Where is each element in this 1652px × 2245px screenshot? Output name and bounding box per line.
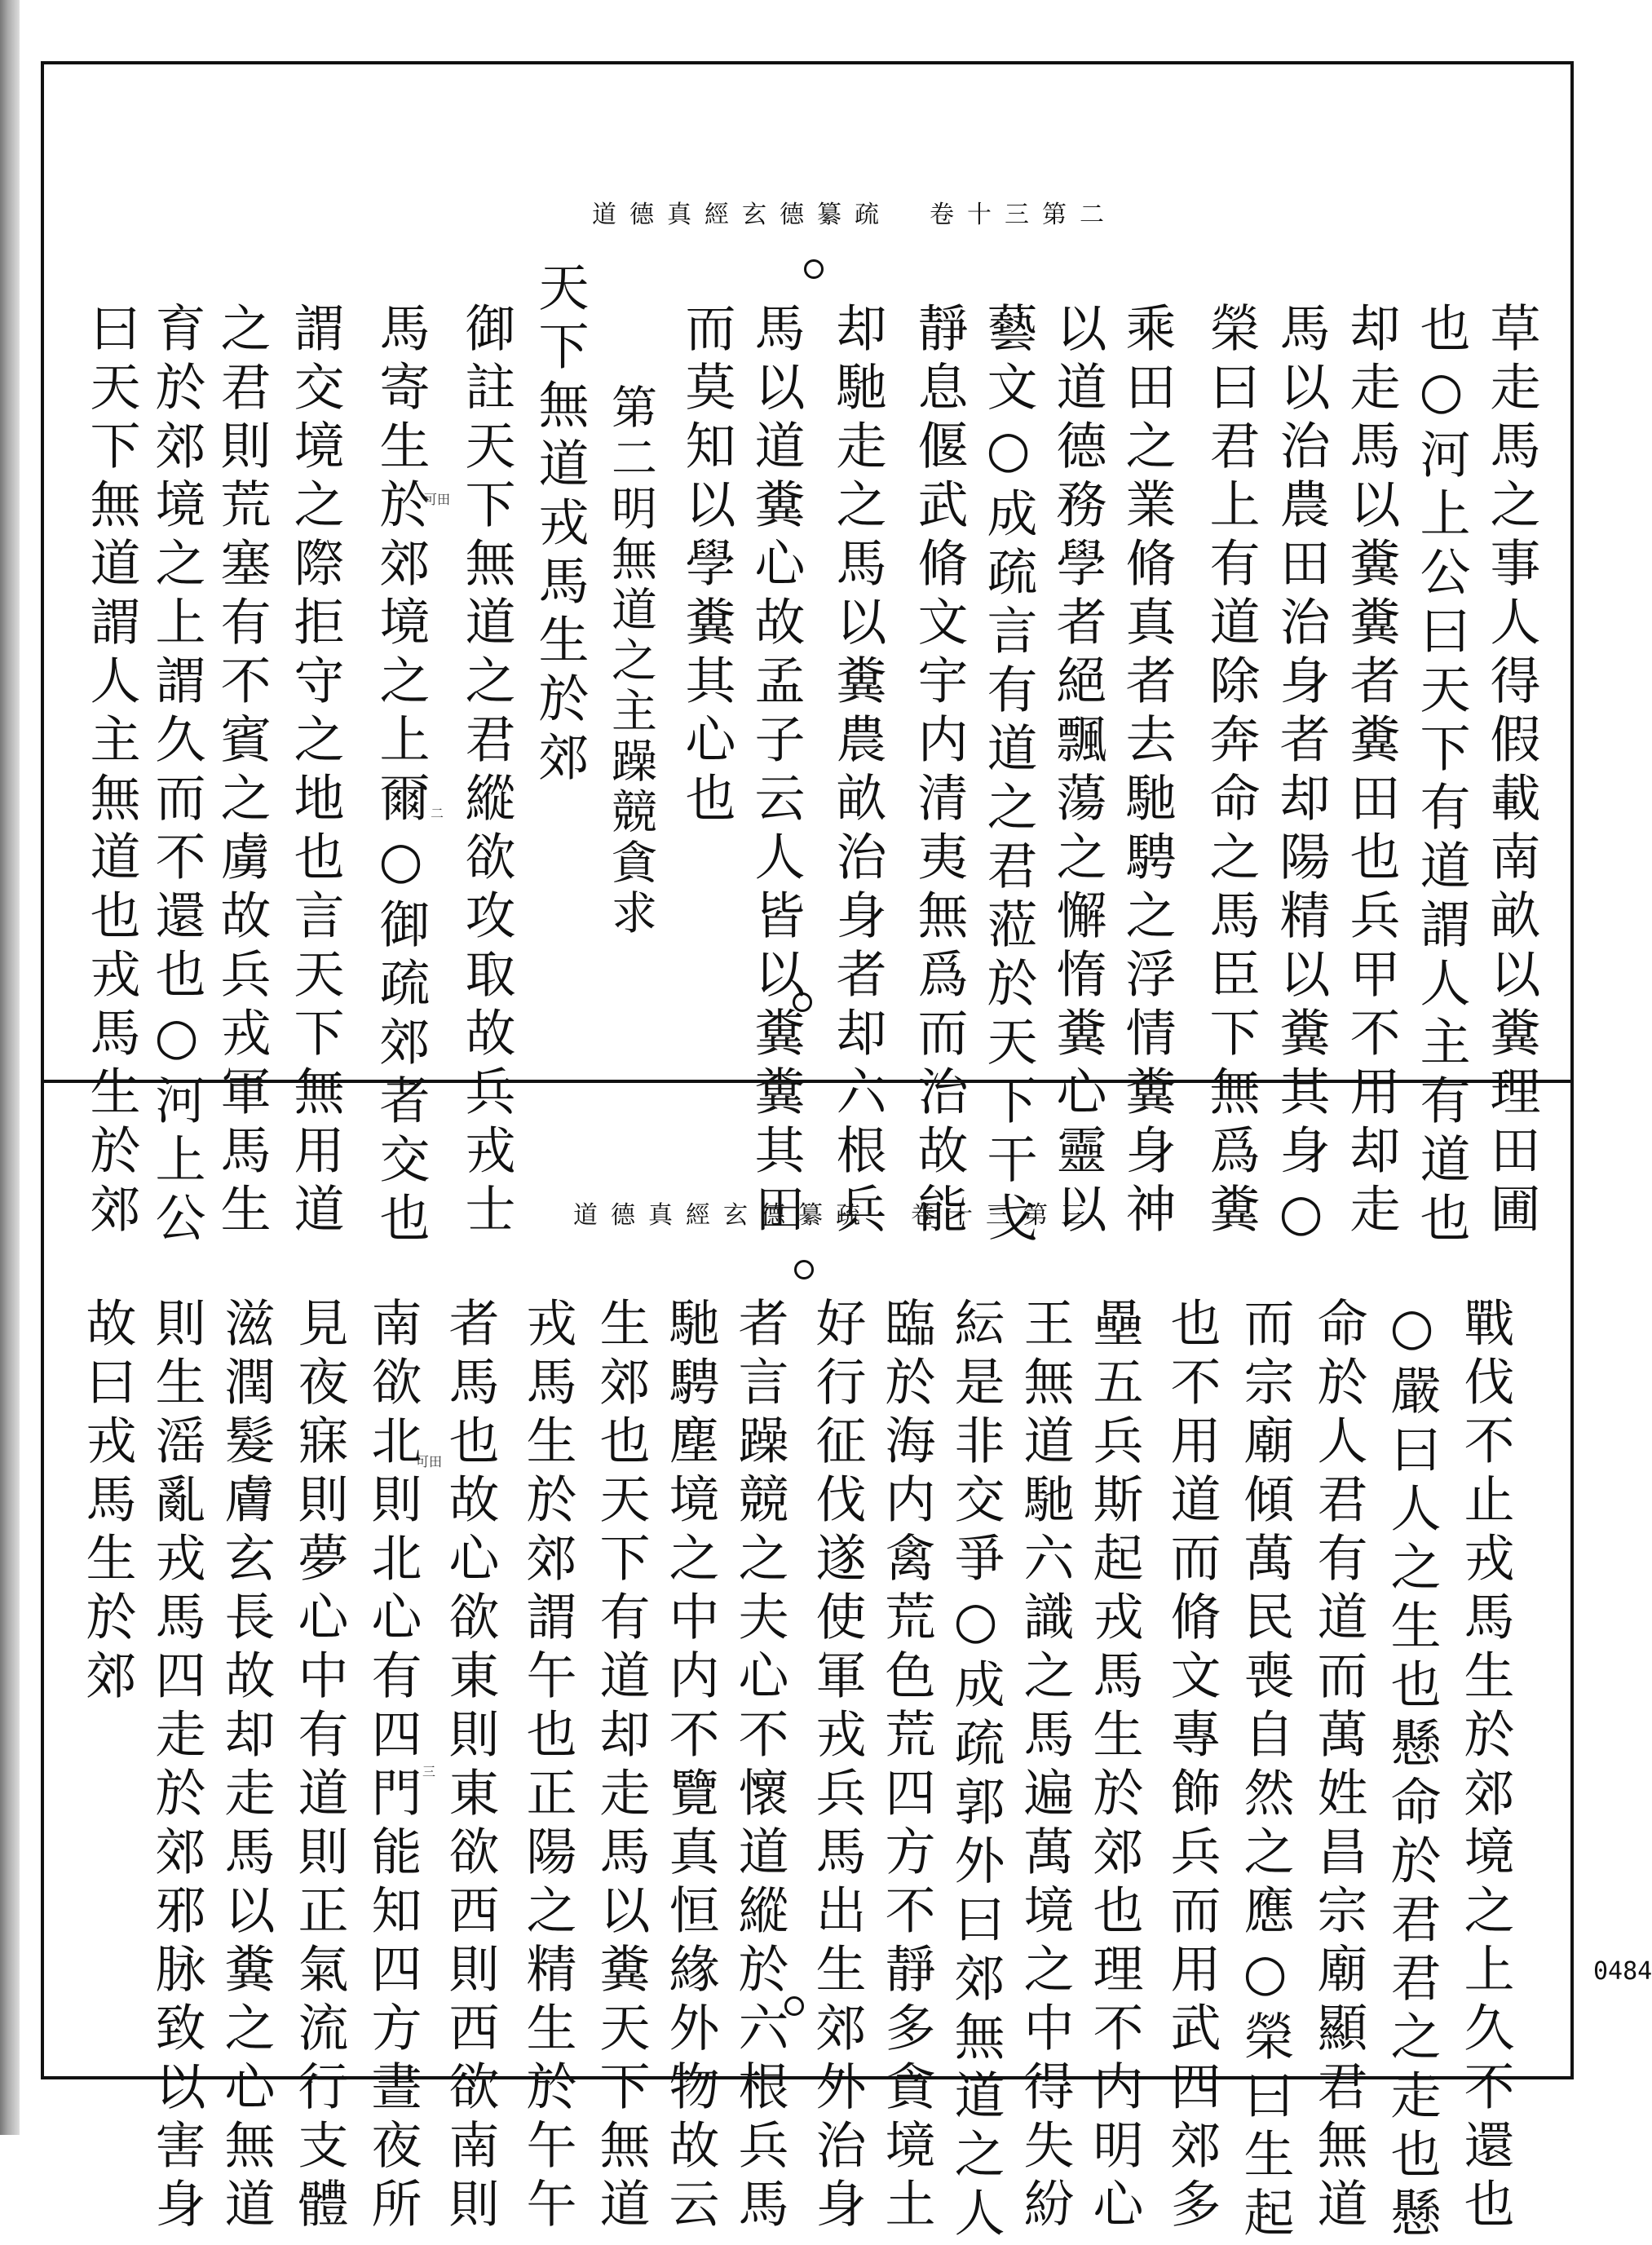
top-col-8: 以道德務學者絕飄蕩之懈惰糞心靈以	[1048, 302, 1107, 1241]
page-number: 0484	[1593, 1957, 1652, 1986]
top-col-12: 馬以道糞心故孟子云人皆以糞糞其田	[746, 302, 806, 1241]
top-col-4: 馬以治農田治身者却陽精以糞其身○	[1271, 302, 1331, 1250]
top-col-10: 靜息偃武脩文宇内清夷無爲而治故能	[909, 302, 969, 1241]
top-main-text: 天下無道戎馬生於郊	[530, 261, 590, 789]
margin-note: 可田	[416, 1454, 443, 1469]
bottom-col-18: 滋潤髮膚玄長故却走馬以糞之心無道	[216, 1297, 276, 2236]
book-binding-edge	[0, 0, 20, 2135]
top-section-heading: 第二明無道之主躁競貪求	[604, 383, 657, 939]
bottom-col-19: 則生滛亂戎馬四走於郊邪脉致以害身	[147, 1297, 206, 2236]
bottom-col-8: 紜是非交爭○成疏郭外曰郊無道之人	[946, 1297, 1005, 2245]
bottom-col-12: 馳騁塵境之中内不覽真恒緣外物故云	[660, 1297, 720, 2236]
margin-note: 可田	[424, 492, 451, 507]
top-col-19: 之君則荒塞有不賓之虜故兵戎軍馬生	[212, 302, 272, 1241]
bottom-col-13: 生郊也天下有道却走馬以糞天下無道	[591, 1297, 651, 2236]
bottom-col-17: 見夜寐則夢心中有道則正氣流行支體	[289, 1297, 349, 2236]
top-col-9: 藝文○成疏言有道之君蒞於天下干戈	[978, 302, 1038, 1250]
margin-note: 二	[431, 806, 444, 821]
bottom-col-9: 臨於海内禽荒色荒四方不靜多貪境土	[877, 1297, 936, 2236]
top-col-20: 育於郊境之上謂久而不還也○河上公	[147, 302, 206, 1250]
top-col-2: 也○河上公曰天下有道謂人主有道也	[1411, 302, 1471, 1250]
bottom-col-3: 命於人君有道而萬姓昌宗廟顯君無道	[1309, 1297, 1368, 2236]
top-section-circle-mark	[804, 259, 824, 279]
bottom-col-4: 而宗廟傾萬民喪自然之應○榮曰生起	[1235, 1297, 1295, 2245]
bottom-col-11: 者言躁競之夫心不懷道縱於六根兵馬	[730, 1297, 789, 2236]
bottom-col-15: 者馬也故心欲東則東欲西則西欲南則	[440, 1297, 500, 2236]
top-col-16: 御註天下無道之君縱欲攻取故兵戎士	[457, 302, 516, 1241]
top-col-11: 却馳走之馬以糞農畝治身者却六根兵	[828, 302, 887, 1241]
top-inline-circle-mark	[793, 992, 812, 1012]
top-col-1: 草走馬之事人得假載南畝以糞理田圃	[1482, 302, 1541, 1241]
top-col-7: 乘田之業脩真者去馳騁之浮情糞身神	[1117, 302, 1177, 1241]
top-col-5: 榮曰君上有道除奔命之馬臣下無爲糞	[1201, 302, 1261, 1241]
top-col-13: 而莫知以學糞其心也	[677, 302, 736, 830]
bottom-col-14: 戎馬生於郊謂午也正陽之精生於午午	[518, 1297, 577, 2236]
top-col-21: 曰天下無道謂人主無道也戎馬生於郊	[82, 302, 141, 1241]
top-page-header: 道德真經玄德纂疏 卷十三第二	[592, 201, 1117, 229]
margin-note: 三	[422, 1764, 436, 1779]
bottom-col-2: ○嚴曰人之生也懸命於君君之走也懸	[1382, 1297, 1442, 2245]
top-col-17: 馬寄生於郊境之上爾○御疏郊者交也	[371, 302, 431, 1250]
bottom-inline-circle-mark	[784, 1996, 804, 2016]
bottom-page-header: 道德真經玄德纂疏 卷十三第三	[573, 1201, 1098, 1230]
bottom-section-circle-mark	[794, 1260, 814, 1279]
bottom-col-5: 也不用道而脩文專飾兵而用武四郊多	[1162, 1297, 1221, 2236]
bottom-col-16: 南欲北則北心有四門能知四方晝夜所	[363, 1297, 422, 2236]
bottom-col-20: 故曰戎馬生於郊	[77, 1297, 137, 1708]
bottom-col-10: 好行征伐遂使軍戎兵馬出生郊外治身	[807, 1297, 867, 2236]
bottom-col-6: 壘五兵斯起戎馬生於郊也理不内明心	[1084, 1297, 1144, 2236]
top-col-3: 却走馬以糞糞者糞田也兵甲不用却走	[1341, 302, 1401, 1241]
bottom-col-1: 戰伐不止戎馬生於郊境之上久不還也	[1455, 1297, 1515, 2236]
bottom-col-7: 王無道馳六識之馬遍萬境之中得失紛	[1015, 1297, 1075, 2236]
top-col-18: 謂交境之際拒守之地也言天下無用道	[285, 302, 345, 1241]
